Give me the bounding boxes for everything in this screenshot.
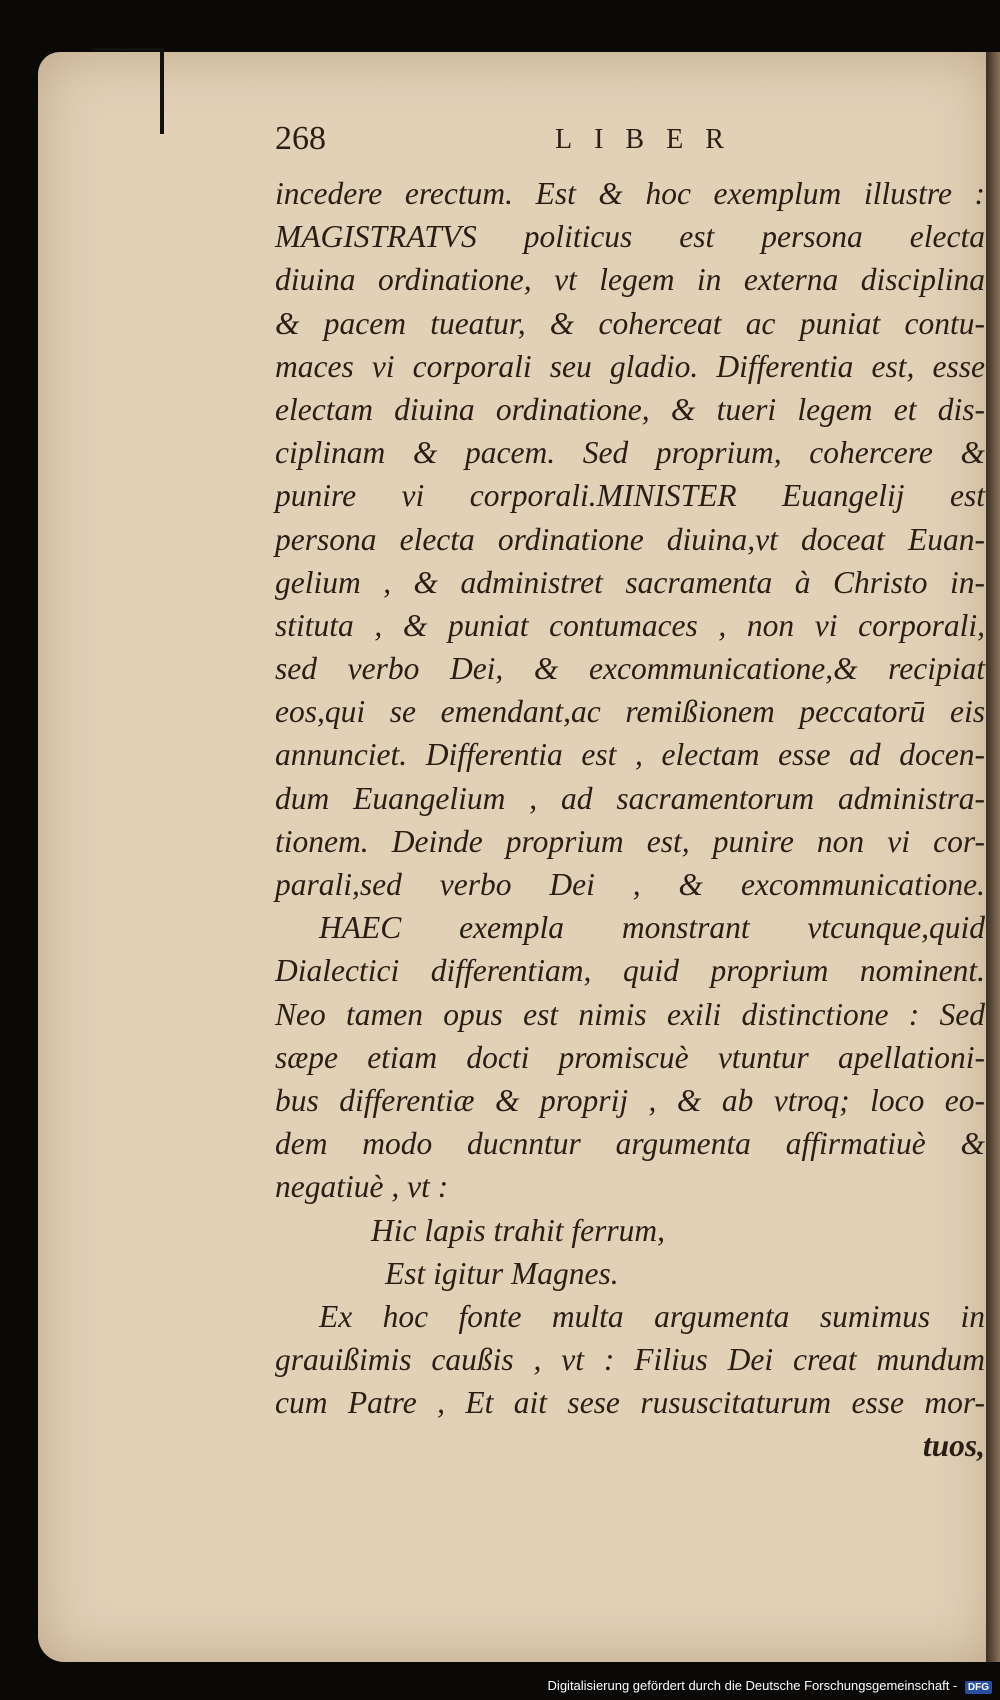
bookmark-mark-horizontal	[92, 48, 162, 51]
text-line: cum Patre , Et ait sese rususcitaturum esse mor-	[275, 1385, 985, 1421]
text-line: Est igitur Magnes.	[385, 1255, 619, 1291]
text-line: parali,sed verbo Dei , & excommunicatione.	[275, 867, 985, 902]
text-line: punire vi corporali.MINISTER Euangelij est	[275, 478, 985, 514]
page-number: 268	[275, 120, 326, 157]
text-line: tionem. Deinde proprium est, punire non vi cor-	[275, 823, 985, 859]
text-line: incedere erectum. Est & hoc exemplum illustre :	[275, 176, 985, 211]
text-line: annunciet. Differentia est , electam esse ad docen-	[275, 737, 985, 773]
text-line: persona electa ordinatione diuina,vt doceat Euan-	[275, 521, 985, 557]
digitization-credit	[548, 1678, 992, 1694]
body-text	[275, 172, 985, 1468]
text-line: & pacem tueatur, & coherceat ac puniat contu-	[275, 305, 985, 341]
catchword: tuos,	[922, 1428, 985, 1464]
bookmark-mark-vertical	[160, 48, 164, 134]
text-line: stituta , & puniat contumaces , non vi corporali,	[275, 607, 985, 643]
text-line: MAGISTRATVS politicus est persona electa	[275, 219, 985, 255]
text-line: eos,qui se emendant,ac remißionem peccatorū eis	[275, 694, 985, 730]
running-title: LIBER	[555, 124, 746, 155]
text-line: negatiuè , vt :	[275, 1169, 449, 1205]
text-line: bus differentiæ & proprij , & ab vtroq; loco eo-	[275, 1082, 985, 1118]
text-line: grauißimis caußis , vt : Filius Dei creat mundum	[275, 1342, 985, 1378]
text-line: electam diuina ordinatione, & tueri legem et dis-	[275, 391, 985, 427]
text-line: HAEC exempla monstrant vtcunque,quid	[319, 910, 985, 946]
page-header	[275, 120, 955, 170]
text-line: dem modo ducnntur argumenta affirmatiuè &	[275, 1126, 985, 1162]
text-line: dum Euangelium , ad sacramentorum administra-	[275, 780, 985, 816]
text-line: diuina ordinatione, vt legem in externa disciplina	[275, 262, 985, 298]
credit-text: Digitalisierung gefördert durch die Deutsche Forschungsgemeinschaft -	[547, 1678, 958, 1693]
text-line: sæpe etiam docti promiscuè vtuntur apellationi-	[275, 1039, 985, 1075]
text-line: Dialectici differentiam, quid proprium nominent.	[275, 953, 985, 989]
text-line: gelium , & administret sacramenta à Christo in-	[275, 564, 985, 600]
page-edge	[986, 52, 1000, 1662]
text-line: sed verbo Dei, & excommunicatione,& recipiat	[275, 651, 985, 687]
text-line: Hic lapis trahit ferrum,	[371, 1212, 666, 1248]
text-line: Neo tamen opus est nimis exili distinctione : Sed	[275, 996, 985, 1032]
text-line: maces vi corporali seu gladio. Differentia est, esse	[275, 348, 985, 384]
dfg-logo: DFG	[965, 1681, 992, 1694]
text-line: ciplinam & pacem. Sed proprium, cohercere &	[275, 435, 985, 471]
text-line: Ex hoc fonte multa argumenta sumimus in	[319, 1298, 985, 1334]
